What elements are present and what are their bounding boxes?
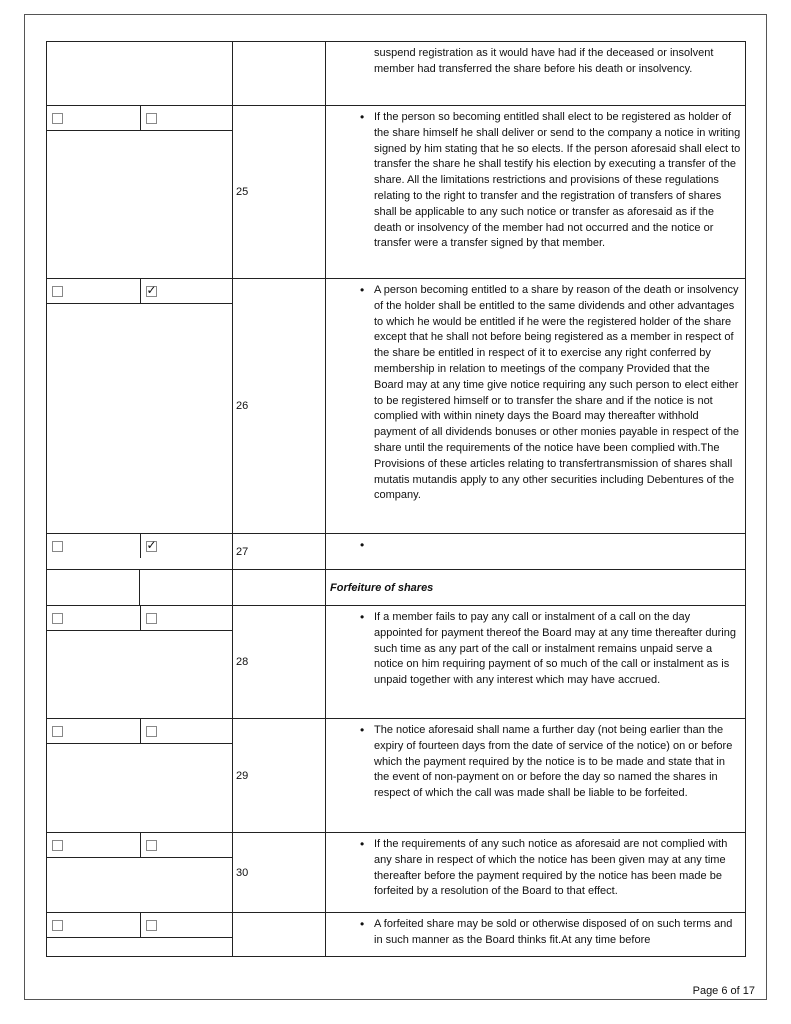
checkbox-cell (47, 534, 233, 570)
checkbox-a[interactable] (52, 920, 63, 931)
page-number: Page 6 of 17 (692, 985, 755, 997)
checkbox-b-checked[interactable] (146, 286, 157, 297)
checkbox-b[interactable] (146, 726, 157, 737)
table-row (47, 106, 746, 279)
clause-number: 27 (233, 534, 326, 570)
checkbox-cell (47, 913, 233, 957)
table-row (47, 606, 746, 719)
clause-text-cell (326, 42, 746, 106)
clause-text: A person becoming entitled to a share by reason of the death or insolvency of the holder shall be entitled to the same dividends and other advantages to which he would be entitled if he were the registered holder of the share except that he shall not before being registered as a member in respect of the share be entitled in respect of it to exercise any right conferred by membership in relation to meetings of the company Provided that the Board may at any time give notice requiring any such person to elect either to be registered himself or to transfer the share and if the notice is not complied with within ninety days the Board may thereafter withhold payment of all dividends bonuses or other monies payable in respect of the share until the requirements of the notice have been complied with.The Provisions of these articles relating to transfertransmission of shares shall mutatis mutandis apply to any other securities including Debentures of the company. (374, 284, 740, 502)
clause-number: 26 (233, 279, 326, 534)
checkbox-cell (47, 833, 233, 913)
table-row (47, 42, 746, 106)
clause-text-cell (326, 534, 746, 570)
checkbox-b[interactable] (146, 920, 157, 931)
clause-number: 29 (233, 719, 326, 833)
empty-cell (233, 570, 326, 606)
table-row (47, 279, 746, 534)
empty-cell (140, 570, 233, 606)
checkbox-cell (47, 279, 233, 534)
clause-text: If the requirements of any such notice as aforesaid are not complied with any share in respect of which the notice has been given may at any time thereafter before the payment required by the notice has been made be forfeited by a resolution of the Board to that effect. (374, 838, 728, 898)
bullet-icon: • (360, 837, 365, 851)
checkbox-a[interactable] (52, 840, 63, 851)
bullet-icon: • (360, 610, 365, 624)
articles-table (46, 41, 746, 957)
checkbox-cell (47, 606, 233, 719)
clause-text-cell (326, 719, 746, 833)
section-heading: Forfeiture of shares (326, 570, 746, 606)
checkbox-a[interactable] (52, 286, 63, 297)
bullet-icon: • (360, 538, 365, 552)
checkbox-a[interactable] (52, 113, 63, 124)
checkbox-a[interactable] (52, 613, 63, 624)
table-row (47, 719, 746, 833)
bullet-icon: • (360, 723, 365, 737)
clause-number: 25 (233, 106, 326, 279)
clause-text: A forfeited share may be sold or otherwise disposed of on such terms and in such manner as the Board thinks fit.At any time before (374, 918, 733, 946)
clause-text-cell (326, 833, 746, 913)
clause-text: The notice aforesaid shall name a further day (not being earlier than the expiry of fourteen days from the date of service of the notice) on or before which the payment required by the notice is to be made and state that in the event of non-payment on or before the day so named the shares in respect of which the call was made shall be liable to be forfeited. (374, 724, 733, 800)
table-row (47, 534, 746, 570)
checkbox-cell (47, 106, 233, 279)
section-heading-row (47, 570, 746, 606)
empty-cell (47, 42, 233, 106)
bullet-icon: • (360, 917, 365, 931)
bullet-icon: • (360, 283, 365, 297)
table-row (47, 833, 746, 913)
clause-text-cell (326, 106, 746, 279)
clause-number (233, 913, 326, 957)
bullet-icon: • (360, 110, 365, 124)
clause-number (233, 42, 326, 106)
checkbox-b[interactable] (146, 113, 157, 124)
clause-number: 30 (233, 833, 326, 913)
clause-text: If a member fails to pay any call or instalment of a call on the day appointed for payment thereof the Board may at any time thereafter during such time as any part of the call or instalment remains unpaid serve a notice on him requiring payment of so much of the call or instalment as is unpaid together with any interest which may have accrued. (374, 611, 736, 687)
clause-text-cell (326, 913, 746, 957)
checkbox-a[interactable] (52, 726, 63, 737)
checkbox-a[interactable] (52, 541, 63, 552)
table-row (47, 913, 746, 957)
clause-number: 28 (233, 606, 326, 719)
checkbox-b-checked[interactable] (146, 541, 157, 552)
empty-cell (47, 570, 140, 606)
clause-text: suspend registration as it would have had if the deceased or insolvent member had transferred the share before his death or insolvency. (374, 47, 714, 75)
clause-text: If the person so becoming entitled shall elect to be registered as holder of the share himself he shall deliver or send to the company a notice in writing signed by him stating that he so elects. If the person aforesaid shall elect to transfer the share he shall testify his election by executing a transfer of the share. All the limitations restrictions and provisions of these regulations relating to the right to transfer and the registration of transfers of shares shall be applicable to any such notice or transfer as aforesaid as if the death or insolvency of the member had not occurred and the notice or transfer were a transfer signed by that member. (374, 111, 741, 250)
checkbox-b[interactable] (146, 613, 157, 624)
checkbox-b[interactable] (146, 840, 157, 851)
clause-text-cell (326, 279, 746, 534)
checkbox-cell (47, 719, 233, 833)
clause-text-cell (326, 606, 746, 719)
